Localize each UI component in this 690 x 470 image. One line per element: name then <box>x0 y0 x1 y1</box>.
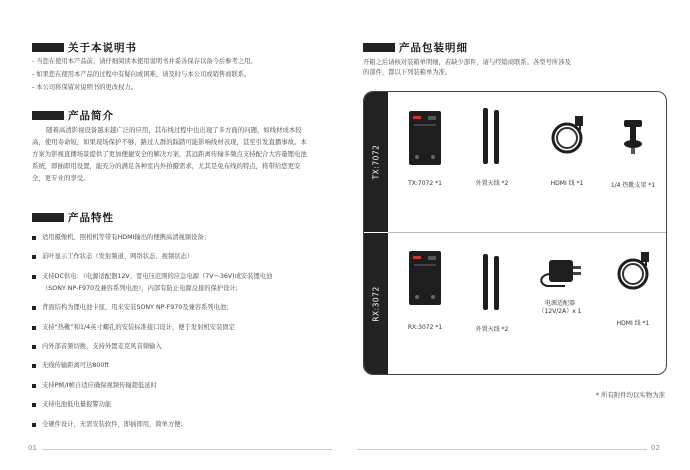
feature-item: 无线传输距离可达800ft <box>32 361 338 371</box>
tx-hdmi-item <box>532 114 602 188</box>
feature-item: 支持电池低电量报警功能 <box>32 400 338 410</box>
about-notes <box>32 57 332 93</box>
feature-item: 适用摄像机、照相机等带有HDMI输出的便携高清视频设备； <box>32 233 338 243</box>
rx-hdmi-item <box>602 250 664 328</box>
tx-label: TX:7072 <box>371 144 381 180</box>
feature-item: 全硬件设计，无需安装软件，即插即用，简单方便; <box>32 420 338 430</box>
rx-adapter-spec: （12V/2A）x 1 <box>538 308 582 315</box>
heading-bar <box>32 111 64 120</box>
intro-title: 产品简介 <box>68 109 114 122</box>
features-title: 产品特性 <box>68 211 114 224</box>
feature-item: 支持DC供电：（电源适配器12V、宽电压范围的应急电源（7V～36V)或安装锂电池 <box>32 272 338 282</box>
antenna-image <box>477 252 507 312</box>
package-intro-line: 开箱之后请核对装箱单明细，若缺少部件，请与经销商联系。各型号所涉及 <box>363 59 571 66</box>
tx-tab <box>364 92 388 232</box>
footer-line <box>42 449 332 450</box>
tx-hotshoe-item <box>600 116 666 190</box>
heading-bar <box>32 213 64 222</box>
rx-adapter-item <box>524 254 596 316</box>
note-item: - 如果您在使用本产品的过程中有疑问或困难，请及时与本公司或销售商联系。 <box>32 71 251 78</box>
rx-unit-caption: RX:3072 *1 <box>407 324 443 331</box>
tx-antenna-item <box>462 106 522 188</box>
tx-unit-item <box>396 110 454 188</box>
page-number-right: 02 <box>651 444 660 452</box>
rx-hdmi-caption: HDMI 线 *1 <box>616 320 650 327</box>
bullet-square-icon <box>32 236 36 240</box>
hdmi-cable-image <box>611 250 655 294</box>
rx-tab <box>364 233 388 374</box>
note-item: - 当您在使用本产品前，请仔细阅读本使用说明书并妥善保存以备今后参考之用。 <box>32 58 257 65</box>
rx-antenna-item <box>462 252 522 334</box>
bullet-square-icon <box>32 306 36 310</box>
package-intro <box>363 58 663 78</box>
tx-antenna-caption: 外置天线 *2 <box>475 180 509 187</box>
feature-item: 内外部音频切换，支持外置麦克风音频输入 <box>32 342 338 352</box>
tx-hdmi-caption: HDMI 线 *1 <box>550 180 584 187</box>
bullet-square-icon <box>32 403 36 407</box>
tx-unit-caption: TX:7072 *1 <box>408 180 442 187</box>
package-heading <box>363 40 468 54</box>
rx-antenna-caption: 外置天线 *2 <box>475 326 509 333</box>
package-title: 产品包装明细 <box>399 41 468 54</box>
about-title: 关于本说明书 <box>68 41 137 54</box>
row-divider <box>388 232 666 233</box>
tx-hotshoe-caption: 1/4 热靴支架 *1 <box>610 182 656 189</box>
bullet-square-icon <box>32 255 36 259</box>
bullet-square-icon <box>32 384 36 388</box>
feature-item: 支持“热靴”和1/4英寸螺孔的安装标准接口设计，便于发射机安装固定 <box>32 323 338 333</box>
intro-heading <box>32 108 114 122</box>
rx-label: RX:3072 <box>371 285 381 322</box>
bullet-square-icon <box>32 364 36 368</box>
bullet-square-icon <box>32 423 36 427</box>
rx-adapter-caption: 电源适配器 <box>544 300 575 307</box>
bullet-square-icon <box>32 345 36 349</box>
hdmi-cable-image <box>545 114 589 158</box>
features-heading <box>32 210 114 224</box>
feature-item: 支持P帧/I帧自适应确保视频传输超低延时 <box>32 381 338 391</box>
feature-item: 背面结构为锂电池卡座，用来安装SONY NP-F970及兼容系列电池； <box>32 303 338 313</box>
about-heading <box>32 40 137 54</box>
package-intro-line: 的部件，都以下列装箱单为准。 <box>363 69 452 76</box>
power-adapter-image <box>535 254 585 288</box>
feature-item-continued: （SONY NP-F970及兼容系列电池），内部有防止电源反接的保护设计; <box>42 284 238 292</box>
note-item: - 本公司将保留对说明书的更改权力。 <box>32 84 138 91</box>
features-list <box>32 233 338 439</box>
feature-item: 前叶显示工作状态（发射频道、网络状态、视频状态） <box>32 252 338 262</box>
right-page <box>345 0 690 470</box>
page-number-left: 01 <box>28 444 37 452</box>
transmitter-image <box>408 110 442 166</box>
heading-bar <box>363 43 395 52</box>
footer-line <box>357 449 647 450</box>
hotshoe-mount-image <box>620 116 646 156</box>
bullet-square-icon <box>32 275 36 279</box>
bullet-square-icon <box>32 326 36 330</box>
footnote: * 所有附件均以实物为准 <box>595 391 665 399</box>
heading-bar <box>32 43 64 52</box>
receiver-image <box>408 250 442 306</box>
package-contents-box <box>363 91 667 375</box>
antenna-image <box>477 106 507 166</box>
intro-paragraph: 随着高清影视设备越来越广泛的应用，其布线过程中也出现了多方面的问题，如线材成本较高，使用寿命短，如果现场保护不够，路过人群的踩踏可能影响线材表现，甚至引发直播事故。本方案为影视直播场景提供了更加便捷安全的解决方案，其远距离传输多频点支持配合大容量锂电池系统，即插即用设置，能充分的满足各种室内外拍摄需求，尤其是免布线的特点，将带给您更安全，更专业的享受。 <box>32 126 307 182</box>
rx-unit-item <box>396 250 454 332</box>
